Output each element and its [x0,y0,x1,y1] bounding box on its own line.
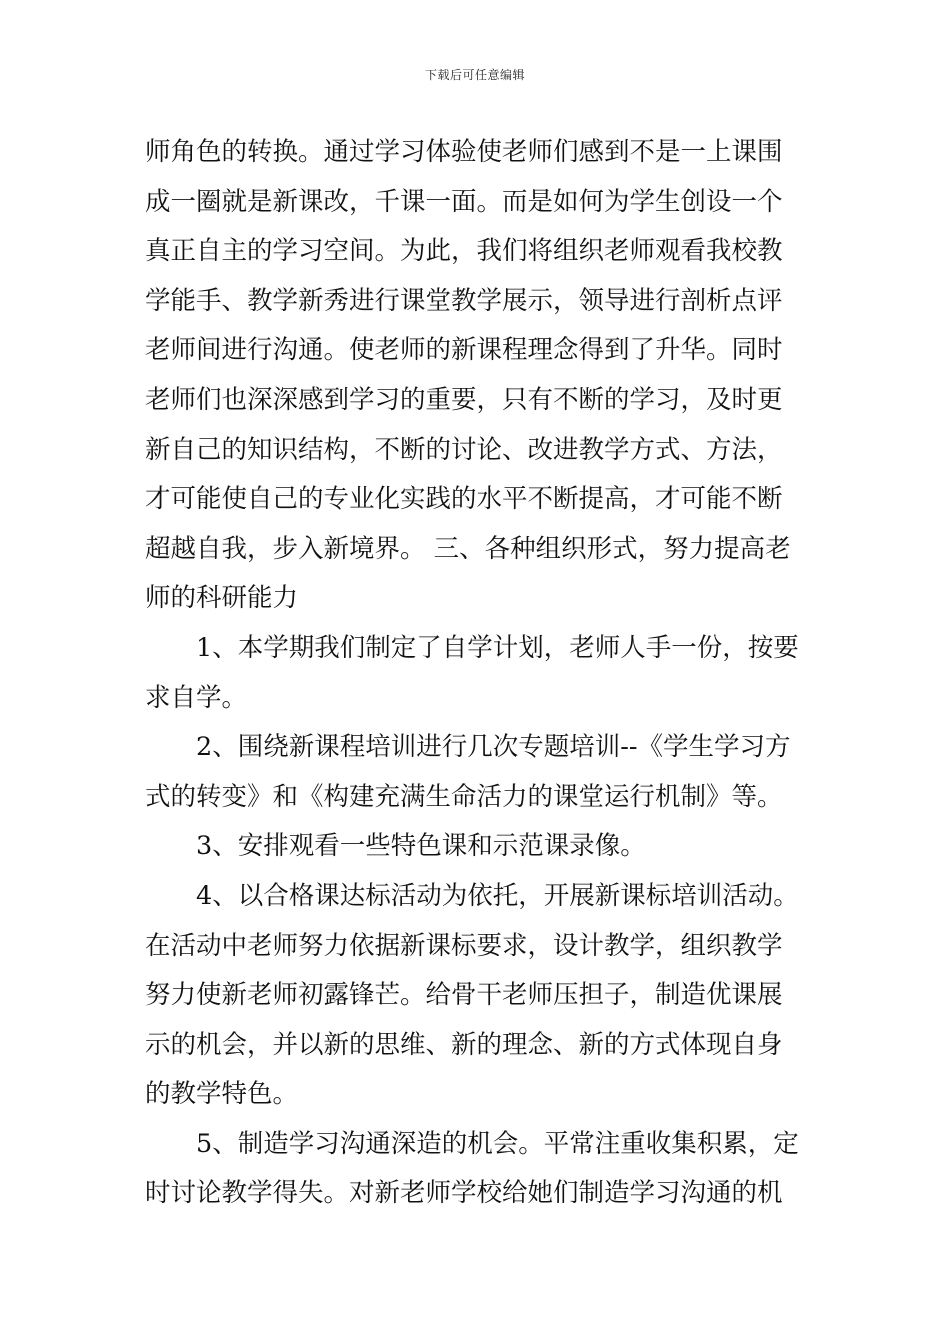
text-line: 的教学特色。 [145,1079,299,1110]
text-line: 超越自我，步入新境界。 三、各种组织形式，努力提高老 [145,533,791,564]
text-line: 式的转变》和《构建充满生命活力的课堂运行机制》等。 [145,781,783,812]
text-line: 真正自主的学习空间。为此，我们将组织老师观看我校教 [145,236,783,267]
text-line: 才可能使自己的专业化实践的水平不断提高，才可能不断 [145,484,783,515]
list-item-line: 5、制造学习沟通深造的机会。平常注重收集积累，定 [196,1128,799,1159]
text-line: 老师们也深深感到学习的重要，只有不断的学习，及时更 [145,384,783,415]
page-header-caption: 下载后可任意编辑 [424,68,525,82]
text-line: 学能手、教学新秀进行课堂教学展示，领导进行剖析点评 [145,285,783,316]
text-line: 时讨论教学得失。对新老师学校给她们制造学习沟通的机 [145,1178,783,1209]
list-item-line: 4、以合格课达标活动为依托，开展新课标培训活动。 [196,880,799,911]
text-line: 成一圈就是新课改，千课一面。而是如何为学生创设一个 [145,186,783,217]
text-line: 新自己的知识结构，不断的讨论、改进教学方式、方法， [145,434,783,465]
text-line: 师的科研能力 [145,583,299,614]
text-line: 示的机会，并以新的思维、新的理念、新的方式体现自身 [145,1029,783,1060]
text-line: 努力使新老师初露锋芒。给骨干老师压担子，制造优课展 [145,980,783,1011]
text-line: 师角色的转换。通过学习体验使老师们感到不是一上课围 [145,137,783,167]
document-body [145,128,805,1219]
list-item-line: 3、安排观看一些特色课和示范课录像。 [196,831,646,862]
list-item-line: 1、本学期我们制定了自学计划，老师人手一份，按要 [196,632,799,663]
text-line: 求自学。 [145,682,248,713]
text-line: 在活动中老师努力依据新课标要求，设计教学，组织教学 [145,930,783,961]
text-line: 老师间进行沟通。使老师的新课程理念得到了升华。同时 [145,335,783,366]
list-item-line: 2、围绕新课程培训进行几次专题培训--《学生学习方 [196,732,791,763]
